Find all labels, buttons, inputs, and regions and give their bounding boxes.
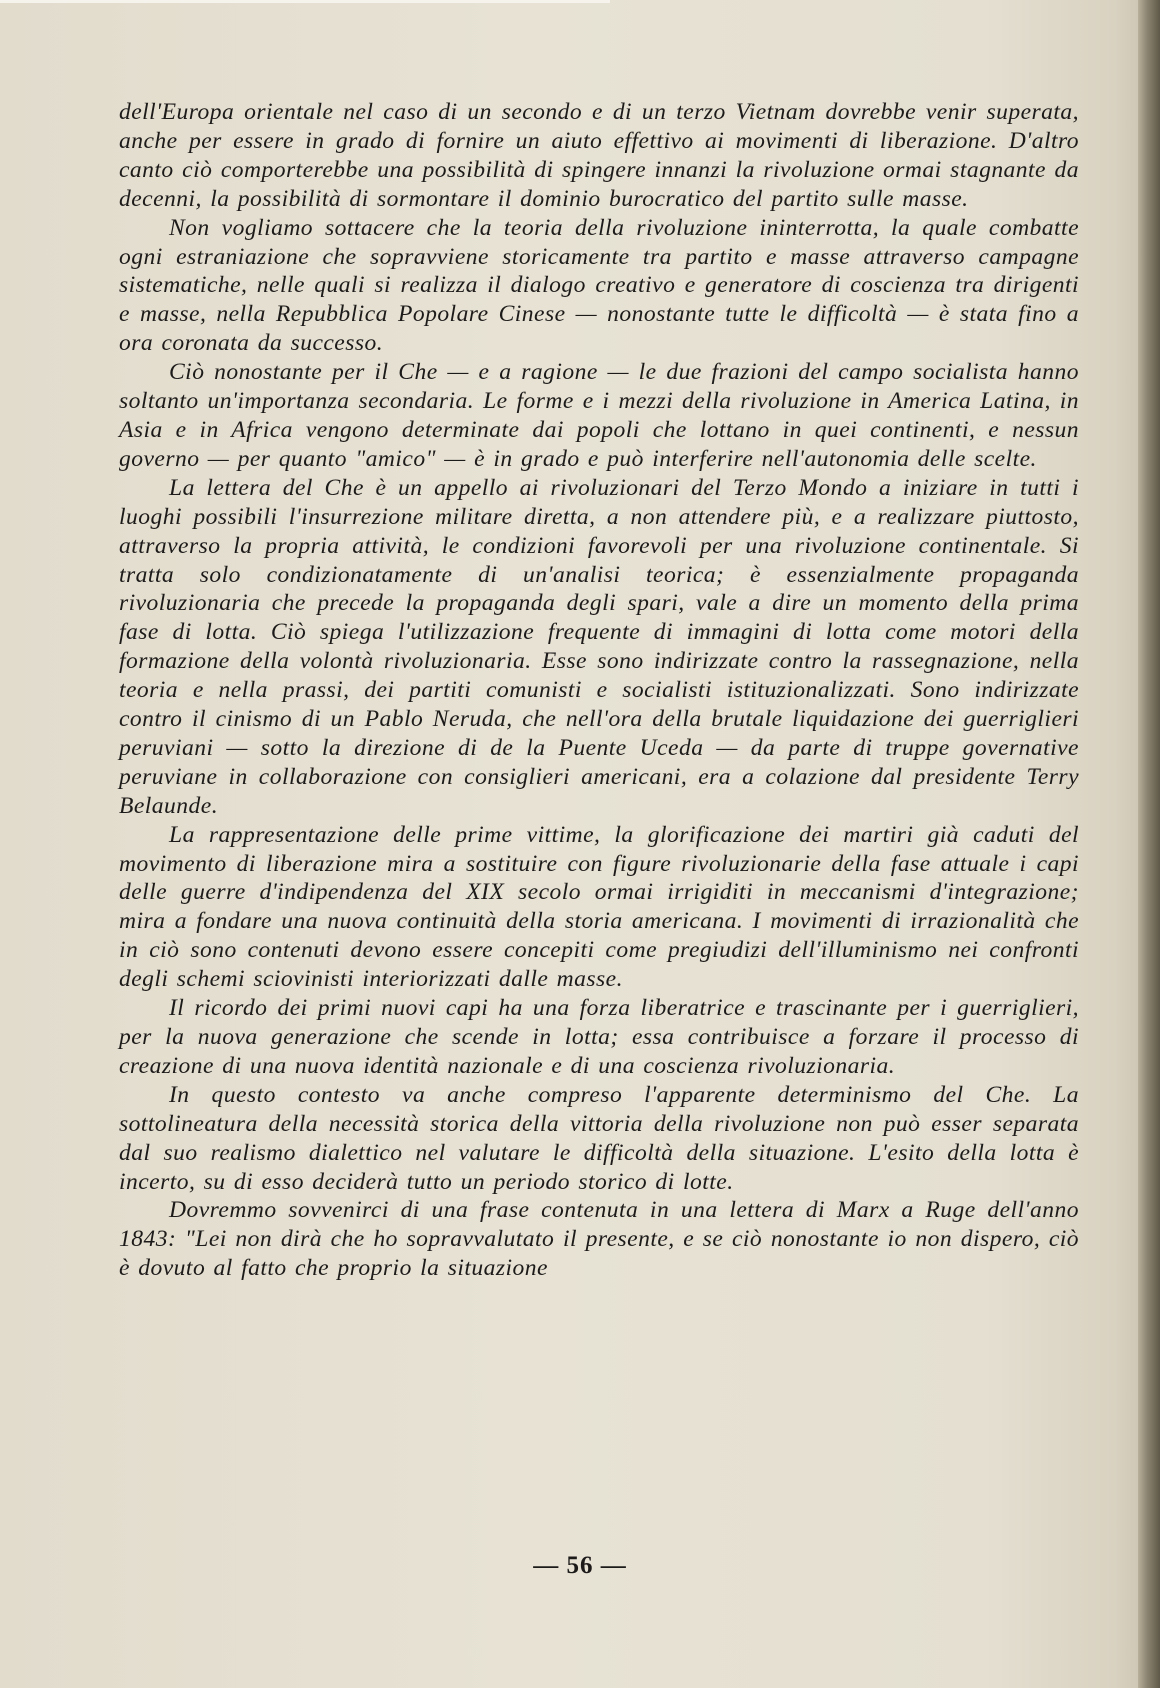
page-top-edge [0,0,610,3]
paragraph-2: Non vogliamo sottacere che la teoria della rivoluzione ininterrotta, la quale combatte ogni estraniazione che sopravviene storicamente tra partito e masse attraverso campagne sistematiche, nelle quali si realizza il dialogo creativo e generatore di coscienza tra dirigenti e masse, nella Repubblica Popolare Cinese — nonostante tutte le difficoltà — è stata fino a ora coronata da successo. [119,214,1079,357]
paragraph-4: La lettera del Che è un appello ai rivoluzionari del Terzo Mondo a iniziare in tutti i luoghi possibili l'insurrezione militare diretta, a non attendere più, e a realizzare piuttosto, attraverso la propria attività, le condizioni favorevoli per una rivoluzione continentale. Si tratta solo condizionatamente di un'analisi teorica; è essenzialmente propaganda rivoluzionaria che precede la propaganda degli spari, vale a dire un momento della prima fase di lotta. Ciò spiega l'utilizzazione frequente di immagini di lotta come motori della formazione della volontà rivoluzionaria. Esse sono indirizzate contro la rassegnazione, nella teoria e nella prassi, dei partiti comunisti e socialisti istituzionalizzati. Sono indirizzate contro il cinismo di un Pablo Neruda, che nell'ora della brutale liquidazione dei guerriglieri peruviani — sotto la direzione di de la Puente Uceda — da parte di truppe governative peruviane in collaborazione con consiglieri americani, era a colazione dal presidente Terry Belaunde. [119,474,1079,819]
paragraph-7: In questo contesto va anche compreso l'apparente determinismo del Che. La sottolineatura della necessità storica della vittoria della rivoluzione non può esser separata dal suo realismo dialettico nel valutare le difficoltà della situazione. L'esito della lotta è incerto, su di esso deciderà tutto un periodo storico di lotte. [119,1081,1079,1195]
paragraph-1: dell'Europa orientale nel caso di un secondo e di un terzo Vietnam dovrebbe venir superata, anche per essere in grado di fornire un aiuto effettivo ai movimenti di liberazione. D'altro canto ciò comporterebbe una possibilità di spingere innanzi la rivoluzione ormai stagnante da decenni, la possibilità di sormontare il dominio burocratico del partito sulle masse. [119,99,1079,212]
paragraph-8: Dovremmo sovvenirci di una frase contenuta in una lettera di Marx a Ruge dell'anno 1843: "Lei non dirà che ho sopravvalutato il presente, e se ciò nonostante io non dispero, ciò è dovuto al fatto che proprio la situazione [119,1197,1079,1282]
page-number: — 56 — [533,1552,627,1579]
page-binding-edge [1138,0,1160,1688]
paragraph-3: Ciò nonostante per il Che — e a ragione — le due frazioni del campo socialista hanno soltanto un'importanza secondaria. Le forme e i mezzi della rivoluzione in America Latina, in Asia e in Africa vengono determinate dai popoli che lottano in quei continenti, e nessun governo — per quanto "amico" — è in grado e può interferire nell'autonomia delle scelte. [119,359,1079,472]
paragraph-5: La rappresentazione delle prime vittime, la glorificazione dei martiri già caduti del movimento di liberazione mira a sostituire con figure rivoluzionarie della fase attuale i capi delle guerre d'indipendenza del XIX secolo ormai irrigiditi in meccanismi d'integrazione; mira a fondare una nuova continuità della storia americana. I movimenti di irrazionalità che in ciò sono contenuti devono essere concepiti come pregiudizi dell'illuminismo nei confronti degli schemi sciovinisti interiorizzati dalle masse. [119,821,1079,993]
body-text [119,98,1079,1283]
paragraph-6: Il ricordo dei primi nuovi capi ha una forza liberatrice e trascinante per i guerriglieri, per la nuova generazione che scende in lotta; essa contribuisce a forzare il processo di creazione di una nuova identità nazionale e di una coscienza rivoluzionaria. [119,995,1079,1079]
